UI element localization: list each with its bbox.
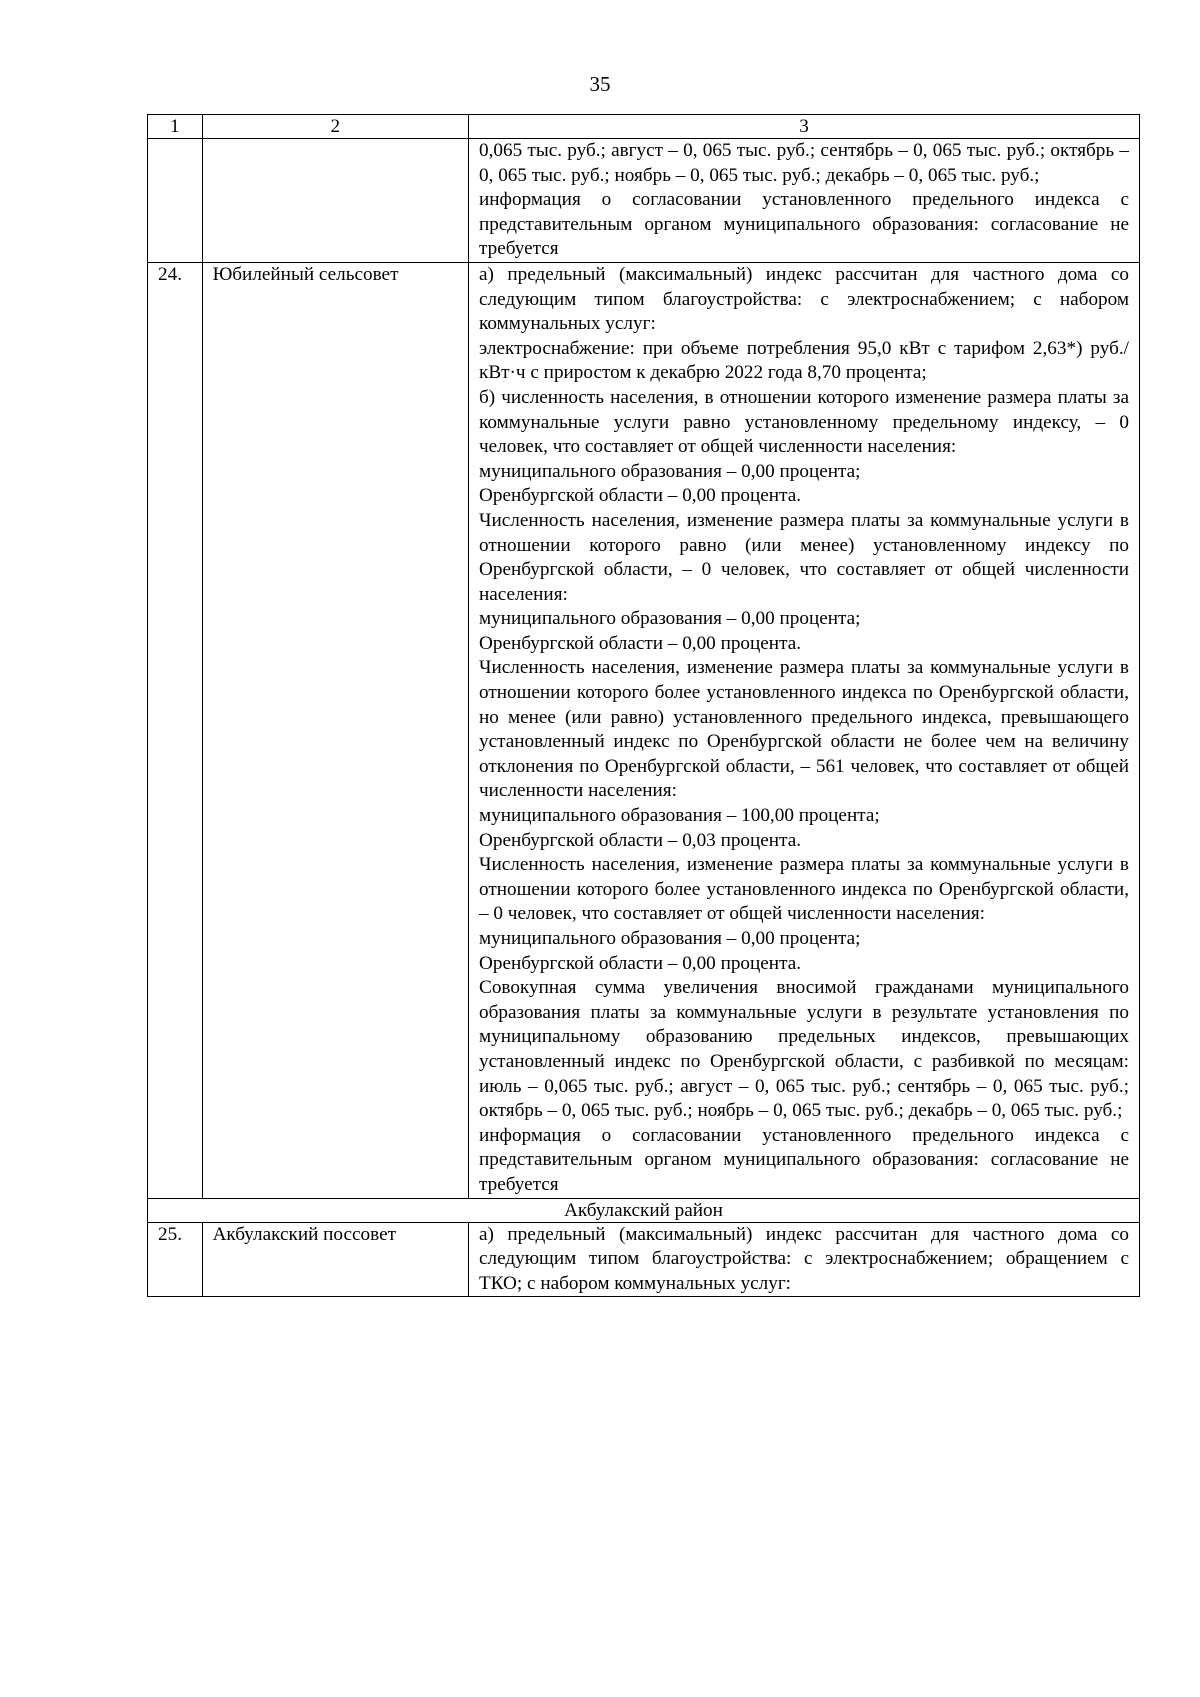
paragraph: электроснабжение: при объеме потребления 95,0 кВт с тарифом 2,63*) руб./кВт·ч с приростом к декабрю 2022 года 8,70 процента; — [479, 337, 1129, 384]
table-row-24 — [148, 262, 1140, 1198]
district-heading: Акбулакский район — [148, 1198, 1140, 1222]
paragraph: 0,065 тыс. руб.; август – 0, 065 тыс. руб.; сентябрь – 0, 065 тыс. руб.; октябрь – 0, 065 тыс. руб.; ноябрь – 0, 065 тыс. руб.; декабрь – 0, 065 тыс. руб.; — [479, 140, 1129, 186]
header-col-3: 3 — [469, 115, 1140, 139]
page-number: 35 — [589, 72, 611, 96]
paragraph: информация о согласовании установленного предельного индекса с представительным органом муниципального образования: согласование не требуется — [479, 189, 1129, 260]
row-25-text-cell — [469, 1222, 1140, 1297]
paragraph: а) предельный (максимальный) индекс рассчитан для частного дома со следующим типом благоустройства: с электроснабжением; обращением с ТКО; с набором коммунальных услуг: — [479, 1223, 1129, 1294]
district-heading-row — [148, 1198, 1140, 1222]
paragraph: муниципального образования – 0,00 процента; — [479, 608, 861, 630]
row-number: 25. — [148, 1222, 203, 1297]
row-24-text-cell — [469, 262, 1140, 1198]
row-number: 24. — [148, 262, 203, 1198]
paragraph: муниципального образования – 0,00 процента; — [479, 928, 861, 949]
continuation-num-cell — [148, 139, 203, 263]
header-col-2: 2 — [202, 115, 468, 139]
paragraph: Численность населения, изменение размера платы за коммунальные услуги в отношении которого более установленного индекса по Оренбургской области, но менее (или равно) установленного предельного индекса, превышающего установленный индекс по Оренбургской области не более чем на величину отклонения по Оренбургской области, – 561 человек, что составляет от общей численности населения: — [479, 657, 1129, 802]
paragraph: информация о согласовании установленного предельного индекса с представительным органом муниципального образования: согласование не требуется — [479, 1124, 1129, 1195]
paragraph: Оренбургской области – 0,03 процента. — [479, 829, 802, 851]
paragraph: Численность населения, изменение размера платы за коммунальные услуги в отношении которого равно (или менее) установленному индексу по Оренбургской области, – 0 человек, что составляет от общей численности населения: — [479, 509, 1129, 605]
paragraph: Численность населения, изменение размера платы за коммунальные услуги в отношении которого более установленного индекса по Оренбургской области, – 0 человек, что составляет от общей численности населения: — [479, 854, 1129, 925]
paragraph: Оренбургской области – 0,00 процента. — [479, 485, 802, 507]
data-table — [147, 114, 1140, 1297]
municipality-name: Акбулакский поссовет — [202, 1222, 468, 1297]
table-header-row — [148, 115, 1140, 139]
continuation-text-cell — [469, 139, 1140, 263]
paragraph: муниципального образования – 0,00 процента; — [479, 460, 861, 482]
header-col-1: 1 — [148, 115, 203, 139]
table-row-25 — [148, 1222, 1140, 1297]
paragraph: муниципального образования – 100,00 процента; — [479, 805, 880, 827]
paragraph: Оренбургской области – 0,00 процента. — [479, 952, 802, 974]
paragraph: б) численность населения, в отношении которого изменение размера платы за коммунальные услуги равно установленному предельному индексу, – 0 человек, что составляет от общей численности населения: — [479, 386, 1129, 458]
paragraph: Оренбургской области – 0,00 процента. — [479, 632, 802, 654]
paragraph: а) предельный (максимальный) индекс рассчитан для частного дома со следующим типом благоустройства: с электроснабжением; с набором коммунальных услуг: — [479, 263, 1129, 335]
municipality-name: Юбилейный сельсовет — [202, 262, 468, 1198]
table-row-continuation — [148, 139, 1140, 263]
paragraph: Совокупная сумма увеличения вносимой гражданами муниципального образования платы за коммунальные услуги в результате установления по муниципальному образованию предельных индексов, превышающих установленный индекс по Оренбургской области, с разбивкой по месяцам: июль – 0,065 тыс. руб.; август – 0, 065 тыс. руб.; сентябрь – 0, 065 тыс. руб.; октябрь – 0, 065 тыс. руб.; ноябрь – 0, 065 тыс. руб.; декабрь – 0, 065 тыс. руб.; — [479, 977, 1129, 1122]
continuation-name-cell — [202, 139, 468, 263]
